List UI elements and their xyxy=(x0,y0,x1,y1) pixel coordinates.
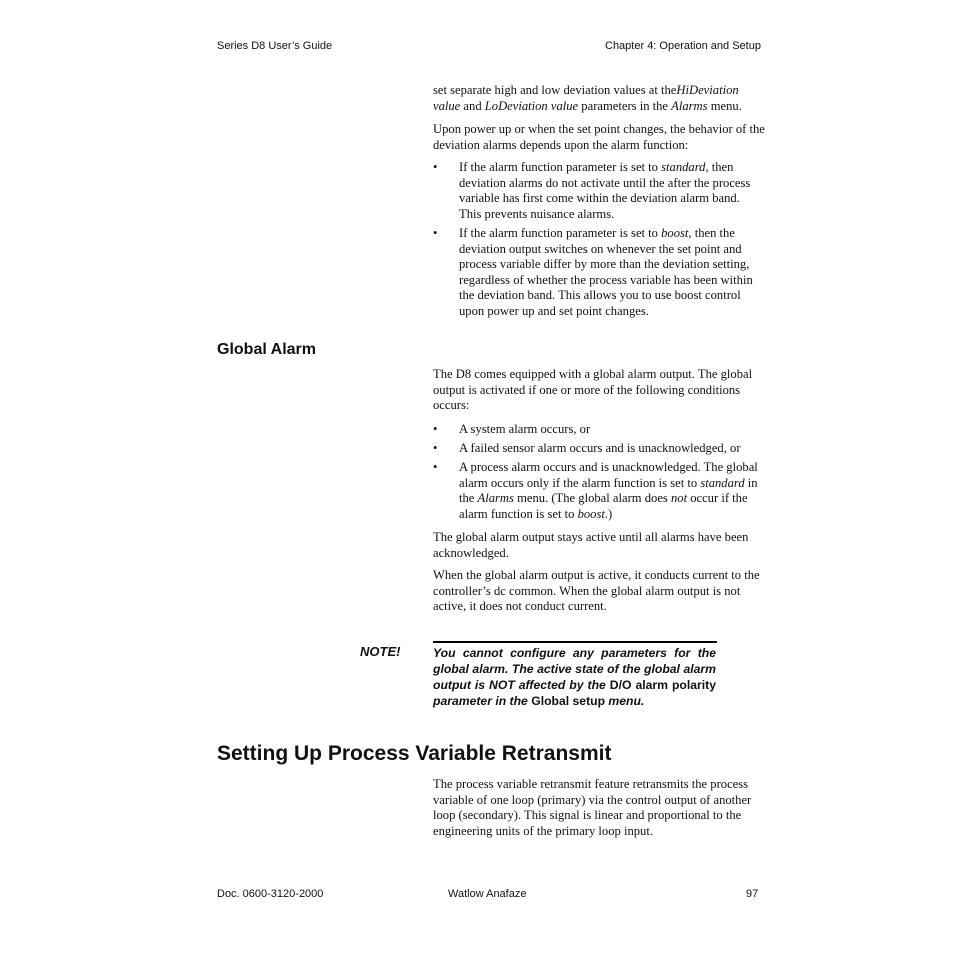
note-top-rule xyxy=(433,641,717,643)
bullet-mark: • xyxy=(433,441,438,455)
global-alarm-paragraph-3: When the global alarm output is active, it conducts current to the controller’s dc common. When the global alarm output is not active, it does not conduct current. xyxy=(433,568,760,614)
intro-paragraph-1: set separate high and low deviation values at theHiDeviation value and LoDeviation value parameters in the Alarms menu. xyxy=(433,83,742,113)
retransmit-paragraph: The process variable retransmit feature retransmits the process variable of one loop (primary) via the control output of another loop (secondary). This signal is linear and proportional to the engineering units of the primary loop input. xyxy=(433,777,752,838)
section-heading-global-alarm: Global Alarm xyxy=(217,341,316,358)
global-alarm-paragraph-2: The global alarm output stays active until all alarms have been acknowledged. xyxy=(433,530,749,560)
bullet-text: A failed sensor alarm occurs and is unacknowledged, or xyxy=(459,441,741,455)
bullet-mark: • xyxy=(433,460,438,474)
footer-doc-number: Doc. 0600-3120-2000 xyxy=(217,888,324,900)
section-heading-retransmit: Setting Up Process Variable Retransmit xyxy=(217,742,612,765)
bullet-text: If the alarm function parameter is set to boost, then the deviation output switches on whenever the set point and process variable differ by more than the deviation setting, regardless of whether the process variable has been within the deviation band. This allows you to use boost control upon power up and set point changes. xyxy=(459,226,753,318)
bullet-text: A process alarm occurs and is unacknowledged. The global alarm occurs only if the alarm function is set to standard in the Alarms menu. (The global alarm does not occur if the alarm function is set to boost.) xyxy=(459,460,758,521)
note-label: NOTE! xyxy=(360,644,401,659)
running-header-chapter: Chapter 4: Operation and Setup xyxy=(605,40,761,52)
global-alarm-paragraph-1: The D8 comes equipped with a global alarm output. The global output is activated if one or more of the following conditions occurs: xyxy=(433,367,753,413)
bullet-text: If the alarm function parameter is set to standard, then deviation alarms do not activate until the after the process variable has first come within the deviation alarm band. This prevents nuisance alarms. xyxy=(459,160,751,221)
bullet-text: A system alarm occurs, or xyxy=(459,422,591,436)
running-header-title: Series D8 User’s Guide xyxy=(217,40,333,52)
bullet-mark: • xyxy=(433,160,438,174)
note-text: You cannot configure any parameters for the global alarm. The active state of the global alarm output is NOT affected by the D/O alarm polarity parameter in the Global setup menu. xyxy=(433,646,716,708)
footer-company: Watlow Anafaze xyxy=(448,888,527,900)
bullet-mark: • xyxy=(433,422,438,436)
bullet-mark: • xyxy=(433,226,438,240)
page-number: 97 xyxy=(746,888,759,900)
intro-paragraph-2: Upon power up or when the set point changes, the behavior of the deviation alarms depends upon the alarm function: xyxy=(433,122,765,152)
